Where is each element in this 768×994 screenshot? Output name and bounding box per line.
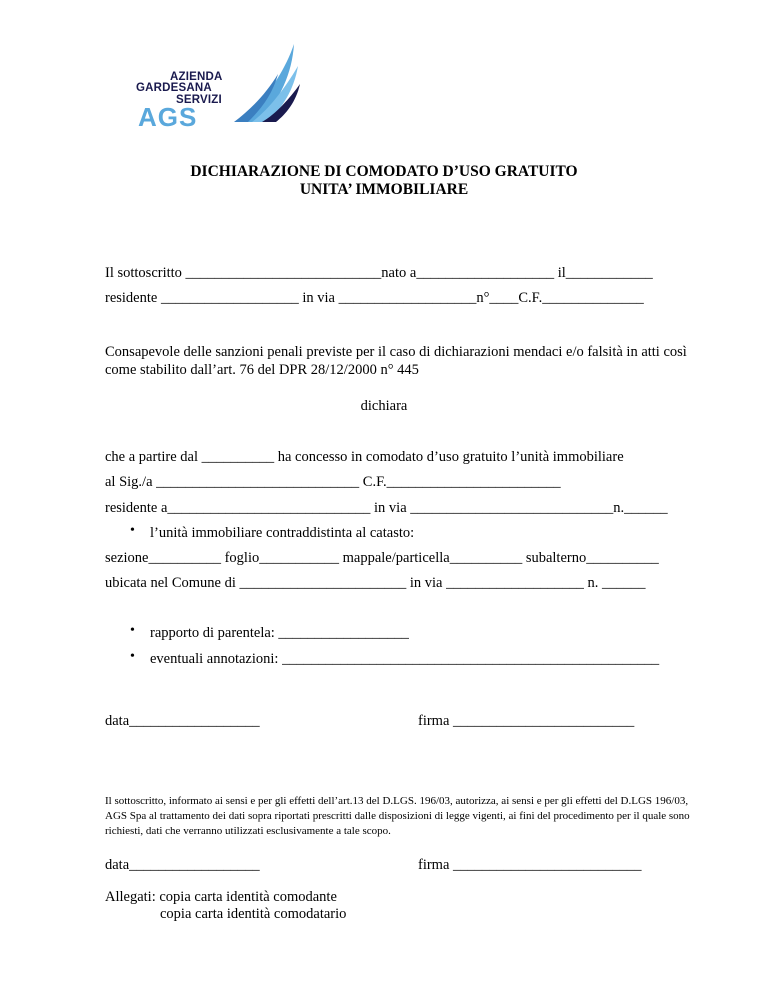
residente-a-line: residente a____________________________ in via ____________________________n.______: [105, 500, 668, 516]
bullet-icon: •: [130, 523, 135, 538]
logo-line-3: SERVIZI: [176, 94, 222, 106]
firma-field-1: firma _________________________: [418, 713, 635, 729]
sottoscritto-line: Il sottoscritto ___________________________nato a___________________ il____________: [105, 265, 653, 281]
annotazioni-item: eventuali annotazioni: ____________________________________________________: [150, 651, 660, 667]
logo-mark-text: AGS: [138, 102, 198, 132]
residente-line: residente ___________________ in via ___________________n°____C.F.______________: [105, 290, 644, 306]
bullet-icon: •: [130, 623, 135, 638]
sig-line: al Sig./a ____________________________ C.F.________________________: [105, 474, 561, 490]
firma-field-2: firma __________________________: [418, 857, 642, 873]
ubicata-line: ubicata nel Comune di _______________________ in via ___________________ n. ______: [105, 575, 646, 591]
privacy-paragraph: Il sottoscritto, informato ai sensi e per gli effetti dell’art.13 del D.LGS. 196/03, autorizza, ai sensi e per gli effetti del D.LGS 196/03, AGS Spa al trattamento dei dati sopra riportati prescritti dalle disposizioni di legge vigenti, ai fini del procedimento per il quale sono richiesti, dati che verranno utilizzati esclusivamente a tale scopo.: [105, 795, 690, 837]
catasto-item: l’unità immobiliare contraddistinta al catasto:: [150, 525, 415, 541]
consapevole-paragraph: Consapevole delle sanzioni penali previste per il caso di dichiarazioni mendaci e/o falsità in atti così come stabilito dall’art. 76 del DPR 28/12/2000 n° 445: [105, 344, 687, 378]
wave-mark-icon: [232, 44, 302, 124]
comodato-line: che a partire dal __________ ha concesso in comodato d’uso gratuito l’unità immobiliare: [105, 449, 624, 465]
parentela-item: rapporto di parentela: __________________: [150, 625, 409, 641]
logo-line-2: GARDESANA: [136, 82, 212, 94]
ags-logo: [136, 44, 296, 134]
logo-line-1: AZIENDA: [170, 71, 223, 83]
allegati-line-1: Allegati: copia carta identità comodante: [105, 889, 337, 905]
document-subtitle: UNITA’ IMMOBILIARE: [299, 181, 469, 198]
dichiara-heading: dichiara: [360, 398, 408, 414]
data-field-1: data__________________: [105, 713, 260, 729]
document-title: DICHIARAZIONE DI COMODATO D’USO GRATUITO: [190, 163, 578, 180]
bullet-icon: •: [130, 649, 135, 664]
sezione-line: sezione__________ foglio___________ mappale/particella__________ subalterno__________: [105, 550, 659, 566]
allegati-line-2: copia carta identità comodatario: [160, 906, 347, 922]
data-field-2: data__________________: [105, 857, 260, 873]
